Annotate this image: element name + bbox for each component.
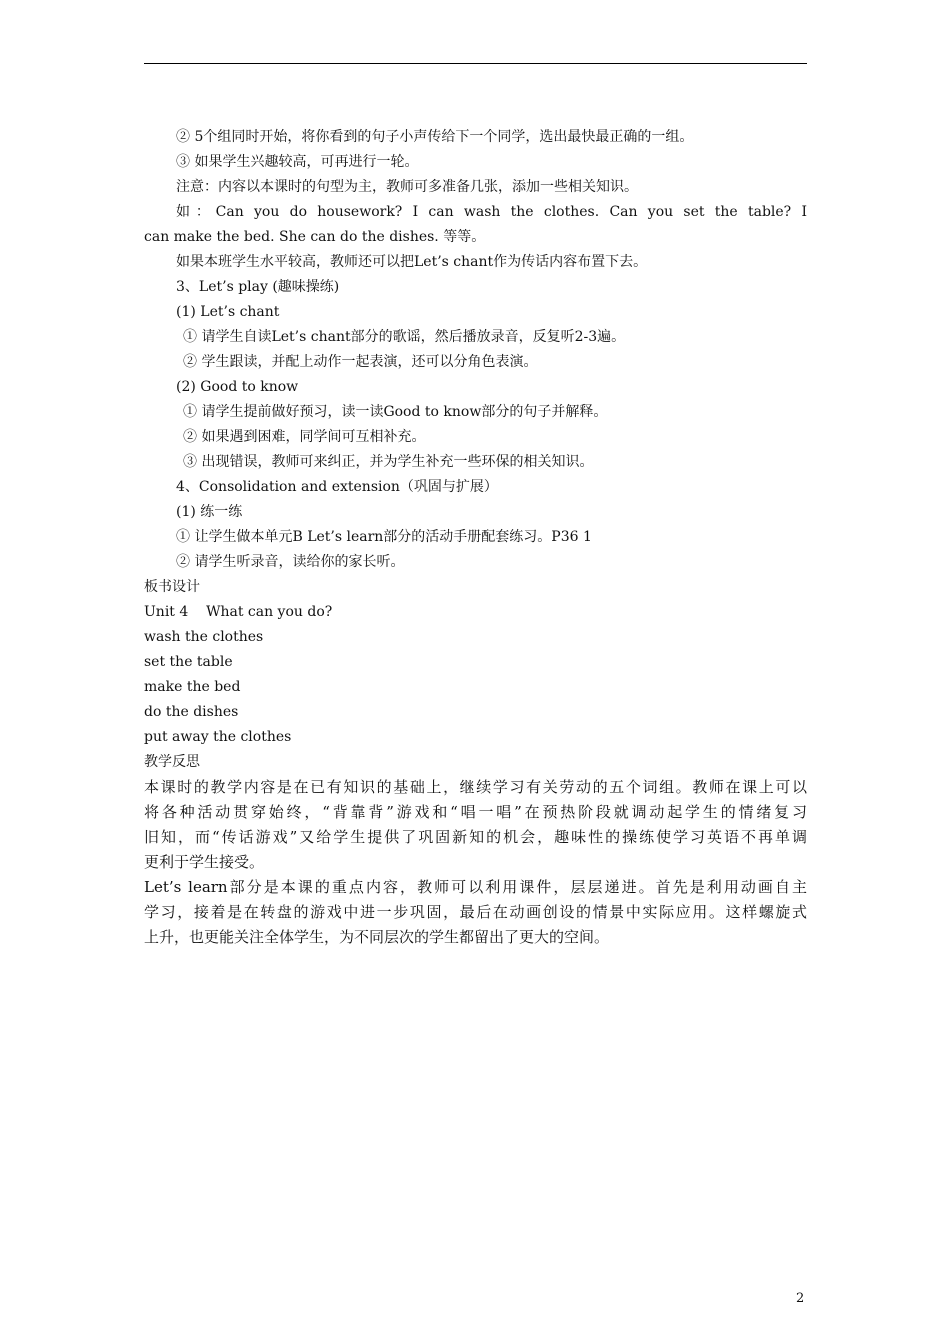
step-line: ② 5个组同时开始，将你看到的句子小声传给下一个同学，选出最快最正确的一组。 (176, 129, 694, 145)
page-number: 2 (796, 1291, 805, 1306)
blackboard-phrase: do the dishes (144, 704, 239, 720)
step-line: ① 请学生提前做好预习，读一读Good to know部分的句子并解释。 (183, 404, 608, 420)
reflection-line: 将各种活动贯穿始终，“背靠背”游戏和“唱一唱”在预热阶段就调动起学生的情绪复习 (144, 803, 807, 821)
step-line: ② 学生跟读，并配上动作一起表演，还可以分角色表演。 (183, 354, 538, 370)
subsection-heading: (1) 练一练 (176, 504, 243, 520)
step-line: ① 请学生自读Let’s chant部分的歌谣，然后播放录音，反复听2-3遍。 (183, 329, 626, 345)
reflection-line: 上升，也更能关注全体学生，为不同层次的学生都留出了更大的空间。 (144, 928, 610, 946)
note-line: 注意：内容以本课时的句型为主，教师可多准备几张，添加一些相关知识。 (176, 179, 638, 195)
note-line: 如果本班学生水平较高，教师还可以把Let’s chant作为传话内容布置下去。 (176, 254, 648, 270)
blackboard-phrase: set the table (144, 654, 233, 670)
step-line: ② 如果遇到困难，同学间可互相补充。 (183, 429, 426, 445)
step-line: ② 请学生听录音，读给你的家长听。 (176, 554, 405, 570)
document-body (144, 125, 807, 950)
reflection-line: 学习，接着是在转盘的游戏中进一步巩固，最后在动画创设的情景中实际应用。这样螺旋式 (144, 903, 807, 921)
step-line: ③ 如果学生兴趣较高，可再进行一轮。 (176, 154, 419, 170)
section-heading: 3、Let’s play (趣味操练) (176, 279, 340, 295)
example-line: 如：Can you do housework? I can wash the clothes. Can you set the table? I (176, 204, 807, 220)
subsection-heading: (2) Good to know (176, 379, 299, 395)
section-heading: 4、Consolidation and extension（巩固与扩展） (176, 479, 498, 495)
subsection-heading: (1) Let’s chant (176, 304, 280, 320)
blackboard-title: Unit 4 What can you do? (144, 604, 333, 620)
example-line: can make the bed. She can do the dishes. 等等。 (144, 229, 486, 245)
reflection-heading: 教学反思 (144, 754, 200, 770)
reflection-line: 旧知，而“传话游戏”又给学生提供了巩固新知的机会，趣味性的操练使学习英语不再单调 (144, 828, 807, 846)
reflection-line: 更利于学生接受。 (144, 853, 265, 871)
blackboard-phrase: put away the clothes (144, 729, 292, 745)
reflection-line: Let’s learn部分是本课的重点内容，教师可以利用课件，层层递进。首先是利用动画自主 (144, 878, 807, 896)
step-line: ③ 出现错误，教师可来纠正，并为学生补充一些环保的相关知识。 (183, 454, 594, 470)
blackboard-phrase: wash the clothes (144, 629, 264, 645)
step-line: ① 让学生做本单元B Let’s learn部分的活动手册配套练习。P36 1 (176, 529, 592, 545)
blackboard-design-heading: 板书设计 (144, 579, 200, 595)
reflection-line: 本课时的教学内容是在已有知识的基础上，继续学习有关劳动的五个词组。教师在课上可以 (144, 778, 807, 796)
blackboard-phrase: make the bed (144, 679, 241, 695)
header-rule (144, 63, 807, 64)
